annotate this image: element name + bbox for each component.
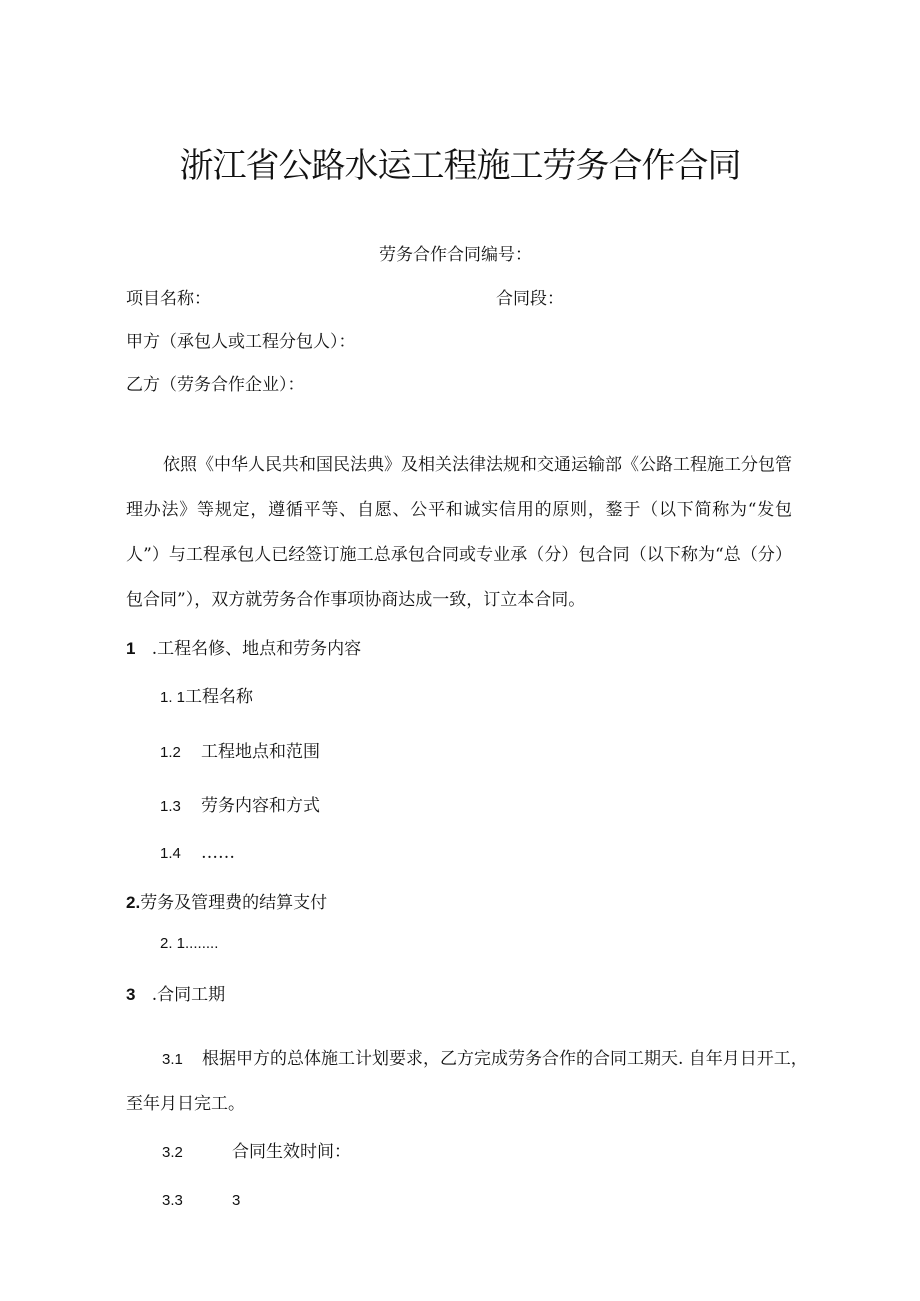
- clause-1-3-number: 1.3: [160, 798, 181, 815]
- clause-1-1: [160, 682, 253, 707]
- clause-1-1-text: 工程名称: [185, 687, 254, 707]
- clause-1-2-number: 1.2: [160, 744, 181, 761]
- clause-1-4-text: ……: [201, 843, 235, 863]
- clause-1-3-text: 劳务内容和方式: [201, 796, 320, 816]
- section-1-heading: [126, 634, 361, 659]
- clause-3-3: [162, 1190, 240, 1209]
- clause-3-3-number: 3.3: [162, 1192, 183, 1209]
- section-2-title: 劳务及管理费的结算支付: [140, 893, 328, 913]
- clause-3-1-line-2: 至年月日完工。: [126, 1094, 245, 1114]
- clause-1-4-number: 1.4: [160, 845, 181, 862]
- clause-1-1-number: 1. 1: [160, 689, 186, 706]
- clause-3-1: [162, 1044, 808, 1069]
- project-name-label: 项目名称：: [126, 289, 211, 309]
- clause-1-4: [160, 843, 235, 863]
- preamble-text: 依照《中华人民共和国民法典》及相关法律法规和交通运输部《公路工程施工分包管理办法》等规定，遵循平等、自愿、公平和诚实信用的原则，鍪于（以下简称为“发包人”）与工程承包人已经签订施工总承包合同或专业承（分）包合同（以下称为“总（分）包合同”），双方就劳务合作事项协商达成一致，订立本合同。: [126, 455, 792, 610]
- section-2-number: 2.: [126, 893, 141, 912]
- section-3-heading: [126, 980, 225, 1005]
- contract-section-label: 合同段：: [496, 289, 564, 309]
- party-a-label: 甲方（承包人或工程分包人）：: [126, 332, 356, 352]
- clause-1-2-text: 工程地点和范围: [201, 742, 320, 762]
- clause-3-3-text: 3: [232, 1192, 241, 1209]
- clause-3-2-text: 合同生效时间：: [232, 1142, 351, 1162]
- section-1-number: 1: [126, 639, 136, 658]
- clause-3-1-number: 3.1: [162, 1051, 183, 1068]
- section-1-title: .工程名修、地点和劳务内容: [151, 639, 362, 659]
- party-b-label: 乙方（劳务合作企业）：: [126, 375, 305, 395]
- section-3-number: 3: [126, 985, 136, 1004]
- document-title: 浙江省公路水运工程施工劳务合作合同: [179, 146, 741, 186]
- section-3-title: .合同工期: [151, 985, 226, 1005]
- contract-number-label: 劳务合作合同编号：: [379, 245, 532, 265]
- clause-3-2-number: 3.2: [162, 1144, 183, 1161]
- preamble-paragraph: [126, 443, 792, 623]
- clause-2-1: 2. 1........: [160, 935, 219, 952]
- clause-1-2: [160, 737, 320, 762]
- clause-3-1-line-1: 根据甲方的总体施工计划要求，乙方完成劳务合作的合同工期天. 自年月日开工，: [202, 1049, 808, 1069]
- clause-1-3: [160, 791, 320, 816]
- section-2-heading: [126, 888, 327, 913]
- clause-3-2: [162, 1137, 351, 1162]
